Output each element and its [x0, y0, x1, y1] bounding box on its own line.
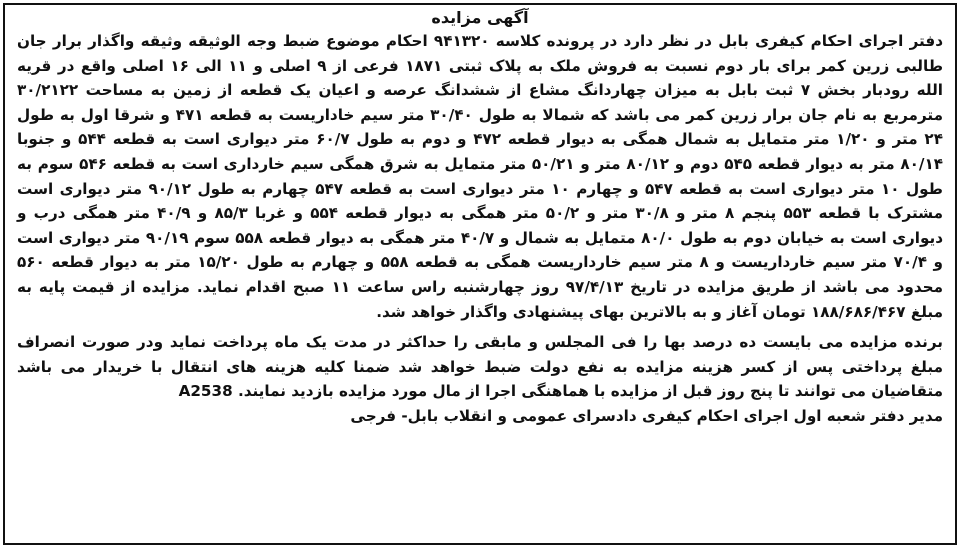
notice-paragraph-2-text: برنده مزایده می بایست ده درصد بها را فی المجلس و مابقی را حداکثر در مدت یک ماه پرداخت نماید ودر صورت انصراف مبلغ پرداختی پس از کسر هزینه مزایده به نفع دولت ضبط خواهد شد ضمنا کلیه هزینه های انتقال با خریدار می باشد متقاضیان می توانند تا پنج روز قبل از مزایده با هماهنگی اجرا از مال مورد مزایده بازدید نمایند. — [17, 333, 943, 401]
ad-code: A2538 — [178, 382, 233, 401]
notice-paragraph-2 — [17, 330, 943, 404]
notice-signature: مدیر دفتر شعبه اول اجرای احکام کیفری دادسرای عمومی و انقلاب بابل- فرجی — [350, 406, 943, 425]
notice-paragraph-1: دفتر اجرای احکام کیفری بابل در نظر دارد در پرونده کلاسه ۹۴۱۳۲۰ احکام موضوع ضبط وجه الوثیقه وثیقه واگذار برار جان طالبی زرین کمر برای بار دوم نسبت به فروش ملک به پلاک ثبتی ۱۸۷۱ فرعی از ۹ اصلی و ۱۱ الی ۱۶ اصلی واقع در قریه الله رودبار بخش ۷ ثبت بابل به میزان چهاردانگ مشاع از ششدانگ عرصه و اعیان یک قطعه از زمین به مساحت ۳۰/۲۱۲۲ مترمربع به نام جان برار زرین کمر می باشد که شمالا به طول ۳۰/۴۰ متر سیم خاداریست به قطعه ۴۷۱ و شرقا اول به طول ۲۴ متر و ۱/۲۰ متر متمایل به شمال همگی به دیوار قطعه ۴۷۲ و دوم به طول ۶۰/۷ متر دیواری است به قطعه ۵۴۴ و جنوبا ۸۰/۱۴ متر به دیوار قطعه ۵۴۵ دوم و ۸۰/۱۲ متر و ۵۰/۲۱ متر متمایل به شرق همگی سیم خارداری است به قطعه ۵۴۶ سوم به طول ۱۰ متر دیواری است به قطعه ۵۴۷ و چهارم ۱۰ متر دیواری است به قطعه ۵۴۷ چهارم به طول ۹۰/۱۲ متر دیواری است مشترک با قطعه ۵۵۳ پنجم ۸ متر و ۳۰/۸ متر و ۵۰/۲ متر همگی به دیوار قطعه ۵۵۴ و غربا ۸۵/۳ و ۴۰/۹ متر همگی درب و دیواری است به خیابان دوم به طول ۸۰/۰ متمایل به شمال و ۴۰/۷ متر همگی به دیوار قطعه ۵۵۸ سوم ۹۰/۱۹ متر دیواری است و ۷۰/۴ متر سیم خارداریست و ۸ متر سیم خارداریست همگی به قطعه ۵۵۸ و چهارم به طول ۱۵/۲۰ متر به دیوار قطعه ۵۶۰ محدود می باشد از طریق مزایده در تاریخ ۹۷/۴/۱۳ روز چهارشنبه راس ساعت ۱۱ صبح اقدام نماید. مزایده از قیمت پایه به مبلغ ۱۸۸/۶۸۶/۴۶۷ تومان آغاز و به بالاترین بهای پیشنهادی واگذار خواهد شد. — [17, 32, 944, 321]
notice-title: آگهی مزایده — [431, 8, 529, 27]
auction-notice — [3, 3, 957, 545]
